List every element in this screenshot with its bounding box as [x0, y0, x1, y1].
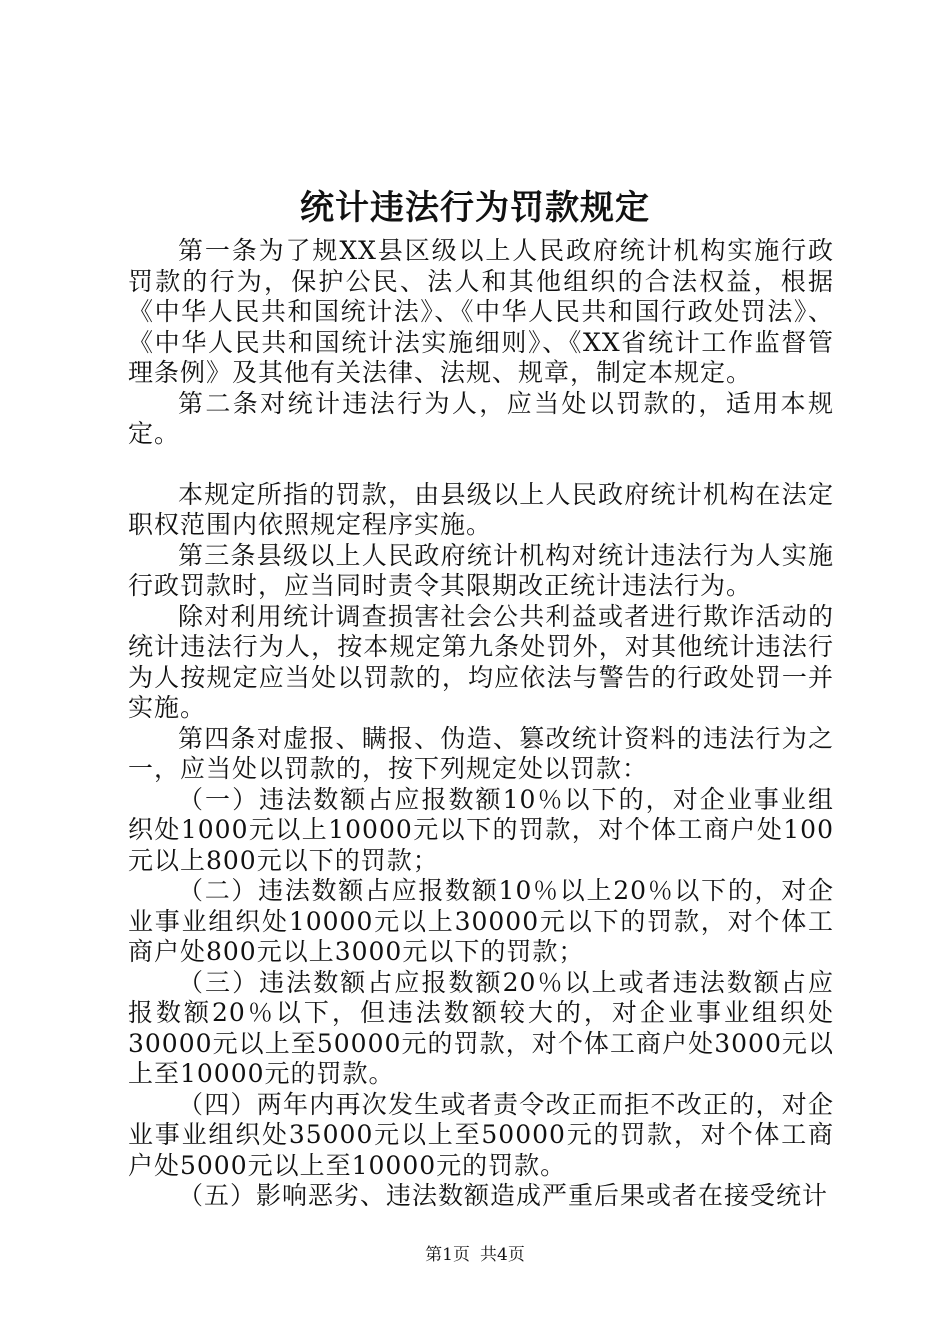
paragraph-article-2: 第二条对统计违法行为人，应当处以罚款的，适用本规定。: [128, 388, 834, 448]
paragraph-article-3-supplement: 除对利用统计调查损害社会公共利益或者进行欺诈活动的统计违法行为人，按本规定第九条处罚外，对其他统计违法行为人按规定应当处以罚款的，均应依法与警告的行政处罚一并实施。: [128, 601, 834, 722]
paragraph-scope: 本规定所指的罚款，由县级以上人民政府统计机构在法定职权范围内依照规定程序实施。: [128, 479, 834, 539]
paragraph-item-4: （四）两年内再次发生或者责令改正而拒不改正的，对企业事业组织处35000元以上至50000元的罚款，对个体工商户处5000元以上至10000元的罚款。: [128, 1089, 834, 1180]
paragraph-article-3: 第三条县级以上人民政府统计机构对统计违法行为人实施行政罚款时，应当同时责令其限期改正统计违法行为。: [128, 540, 834, 600]
paragraph-article-1: 第一条为了规XX县区级以上人民政府统计机构实施行政罚款的行为，保护公民、法人和其他组织的合法权益，根据《中华人民共和国统计法》、《中华人民共和国行政处罚法》、《中华人民共和国统计法实施细则》、《XX省统计工作监督管理条例》及其他有关法律、法规、规章，制定本规定。: [128, 236, 834, 387]
paragraph-article-4: 第四条对虚报、瞒报、伪造、篡改统计资料的违法行为之一，应当处以罚款的，按下列规定处以罚款：: [128, 723, 834, 783]
document-body: [128, 236, 834, 1212]
page-number: 第1页: [425, 1245, 470, 1265]
document-title: 统计违法行为罚款规定: [300, 188, 650, 228]
paragraph-item-2: （二）违法数额占应报数额10％以上20％以下的，对企业事业组织处10000元以上30000元以下的罚款，对个体工商户处800元以上3000元以下的罚款；: [128, 876, 834, 966]
paragraph-item-5: （五）影响恶劣、违法数额造成严重后果或者在接受统计: [178, 1181, 829, 1210]
paragraph-item-1: （一）违法数额占应报数额10％以下的，对企业事业组织处1000元以上10000元以下的罚款，对个体工商户处100元以上800元以下的罚款；: [128, 784, 834, 875]
page-footer: [0, 1244, 950, 1266]
page-total: 共4页: [480, 1245, 525, 1265]
paragraph-item-3: （三）违法数额占应报数额20％以上或者违法数额占应报数额20％以下，但违法数额较大的，对企业事业组织处30000元以上至50000元的罚款，对个体工商户处3000元以上至10000元的罚款。: [128, 967, 834, 1088]
